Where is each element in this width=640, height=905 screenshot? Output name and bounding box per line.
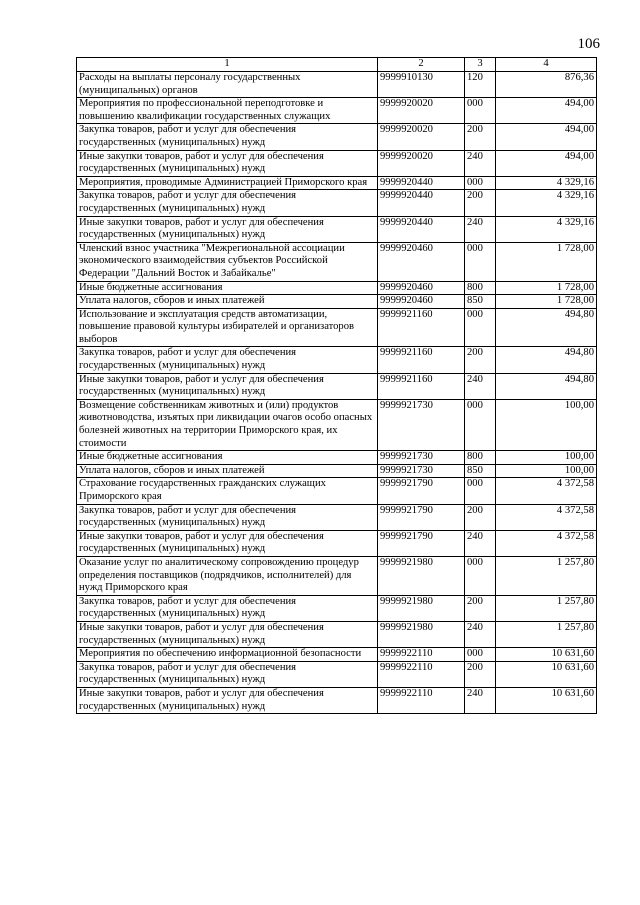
row-name-cell: Иные закупки товаров, работ и услуг для обеспечения государственных (муниципальных) нужд — [77, 621, 378, 647]
row-kind-cell: 200 — [465, 661, 496, 687]
row-amount-cell: 100,00 — [496, 399, 597, 450]
table-row — [77, 478, 597, 504]
row-code-cell: 9999920460 — [378, 281, 465, 295]
row-code-cell: 9999921790 — [378, 478, 465, 504]
row-name-cell: Оказание услуг по аналитическому сопровождению процедур определения поставщиков (подрядчиков, исполнителей) для нужд Приморского края — [77, 556, 378, 595]
row-code-cell: 9999921980 — [378, 621, 465, 647]
row-kind-cell: 240 — [465, 150, 496, 176]
row-name-cell: Страхование государственных гражданских служащих Приморского края — [77, 478, 378, 504]
row-name-cell: Мероприятия по обеспечению информационной безопасности — [77, 648, 378, 662]
table-row — [77, 648, 597, 662]
row-code-cell: 9999921980 — [378, 556, 465, 595]
table-row — [77, 373, 597, 399]
row-name-cell: Уплата налогов, сборов и иных платежей — [77, 295, 378, 309]
row-amount-cell: 494,80 — [496, 308, 597, 347]
row-amount-cell: 4 372,58 — [496, 478, 597, 504]
table-body — [77, 72, 597, 714]
row-kind-cell: 000 — [465, 98, 496, 124]
row-code-cell: 9999910130 — [378, 72, 465, 98]
row-kind-cell: 240 — [465, 530, 496, 556]
row-code-cell: 9999921730 — [378, 399, 465, 450]
row-kind-cell: 000 — [465, 308, 496, 347]
row-name-cell: Иные закупки товаров, работ и услуг для обеспечения государственных (муниципальных) нужд — [77, 150, 378, 176]
row-code-cell: 9999920020 — [378, 98, 465, 124]
column-header-amount: 4 — [496, 58, 597, 72]
table-row — [77, 464, 597, 478]
table-row — [77, 190, 597, 216]
row-name-cell: Членский взнос участника "Межрегиональной ассоциации экономического взаимодействия субъектов Российской Федерации "Дальний Восток и Забайкалье" — [77, 242, 378, 281]
row-name-cell: Иные бюджетные ассигнования — [77, 451, 378, 465]
row-code-cell: 9999922110 — [378, 648, 465, 662]
row-amount-cell: 4 329,16 — [496, 190, 597, 216]
table-row — [77, 295, 597, 309]
table-row — [77, 621, 597, 647]
row-code-cell: 9999921790 — [378, 530, 465, 556]
row-name-cell: Иные закупки товаров, работ и услуг для обеспечения государственных (муниципальных) нужд — [77, 687, 378, 713]
column-header-name: 1 — [77, 58, 378, 72]
row-kind-cell: 000 — [465, 478, 496, 504]
row-kind-cell: 800 — [465, 281, 496, 295]
row-code-cell: 9999922110 — [378, 661, 465, 687]
row-kind-cell: 240 — [465, 216, 496, 242]
table-row — [77, 556, 597, 595]
row-amount-cell: 494,00 — [496, 150, 597, 176]
row-name-cell: Уплата налогов, сборов и иных платежей — [77, 464, 378, 478]
row-amount-cell: 4 329,16 — [496, 176, 597, 190]
row-amount-cell: 494,00 — [496, 124, 597, 150]
row-kind-cell: 240 — [465, 373, 496, 399]
column-header-kind: 3 — [465, 58, 496, 72]
row-code-cell: 9999922110 — [378, 687, 465, 713]
row-amount-cell: 1 257,80 — [496, 595, 597, 621]
table-row — [77, 347, 597, 373]
table-row — [77, 595, 597, 621]
row-kind-cell: 240 — [465, 621, 496, 647]
row-name-cell: Закупка товаров, работ и услуг для обеспечения государственных (муниципальных) нужд — [77, 347, 378, 373]
row-code-cell: 9999921160 — [378, 308, 465, 347]
row-amount-cell: 10 631,60 — [496, 687, 597, 713]
row-code-cell: 9999920020 — [378, 150, 465, 176]
row-code-cell: 9999920440 — [378, 216, 465, 242]
table-row — [77, 504, 597, 530]
row-kind-cell: 200 — [465, 504, 496, 530]
row-code-cell: 9999921730 — [378, 464, 465, 478]
row-amount-cell: 1 728,00 — [496, 281, 597, 295]
row-amount-cell: 1 257,80 — [496, 556, 597, 595]
row-amount-cell: 10 631,60 — [496, 661, 597, 687]
row-name-cell: Расходы на выплаты персоналу государственных (муниципальных) органов — [77, 72, 378, 98]
row-name-cell: Закупка товаров, работ и услуг для обеспечения государственных (муниципальных) нужд — [77, 124, 378, 150]
row-amount-cell: 1 728,00 — [496, 295, 597, 309]
row-name-cell: Иные закупки товаров, работ и услуг для обеспечения государственных (муниципальных) нужд — [77, 530, 378, 556]
table-row — [77, 72, 597, 98]
row-code-cell: 9999921730 — [378, 451, 465, 465]
row-name-cell: Закупка товаров, работ и услуг для обеспечения государственных (муниципальных) нужд — [77, 190, 378, 216]
row-amount-cell: 494,80 — [496, 347, 597, 373]
row-code-cell: 9999920440 — [378, 176, 465, 190]
table-row — [77, 216, 597, 242]
table-row — [77, 98, 597, 124]
table-row — [77, 176, 597, 190]
row-name-cell: Закупка товаров, работ и услуг для обеспечения государственных (муниципальных) нужд — [77, 504, 378, 530]
row-code-cell: 9999921160 — [378, 347, 465, 373]
row-kind-cell: 120 — [465, 72, 496, 98]
row-kind-cell: 200 — [465, 595, 496, 621]
row-name-cell: Иные закупки товаров, работ и услуг для обеспечения государственных (муниципальных) нужд — [77, 216, 378, 242]
budget-table — [76, 57, 597, 714]
table-row — [77, 399, 597, 450]
row-amount-cell: 10 631,60 — [496, 648, 597, 662]
row-kind-cell: 000 — [465, 176, 496, 190]
row-code-cell: 9999921160 — [378, 373, 465, 399]
row-name-cell: Использование и эксплуатация средств автоматизации, повышение правовой культуры избирателей и организаторов выборов — [77, 308, 378, 347]
row-name-cell: Закупка товаров, работ и услуг для обеспечения государственных (муниципальных) нужд — [77, 661, 378, 687]
row-kind-cell: 850 — [465, 464, 496, 478]
table-row — [77, 661, 597, 687]
row-name-cell: Мероприятия по профессиональной переподготовке и повышению квалификации государственных служащих — [77, 98, 378, 124]
row-amount-cell: 100,00 — [496, 451, 597, 465]
row-code-cell: 9999921790 — [378, 504, 465, 530]
row-amount-cell: 1 728,00 — [496, 242, 597, 281]
row-amount-cell: 1 257,80 — [496, 621, 597, 647]
table-row — [77, 687, 597, 713]
table-row — [77, 530, 597, 556]
column-header-code: 2 — [378, 58, 465, 72]
row-code-cell: 9999920020 — [378, 124, 465, 150]
row-kind-cell: 200 — [465, 124, 496, 150]
row-code-cell: 9999920460 — [378, 295, 465, 309]
row-code-cell: 9999921980 — [378, 595, 465, 621]
row-amount-cell: 876,36 — [496, 72, 597, 98]
table-row — [77, 451, 597, 465]
row-amount-cell: 4 372,58 — [496, 530, 597, 556]
row-amount-cell: 4 372,58 — [496, 504, 597, 530]
row-code-cell: 9999920460 — [378, 242, 465, 281]
row-code-cell: 9999920440 — [378, 190, 465, 216]
row-name-cell: Возмещение собственникам животных и (или) продуктов животноводства, изъятых при ликвидации очагов особо опасных болезней животных на территории Приморского края, их стоимости — [77, 399, 378, 450]
row-kind-cell: 240 — [465, 687, 496, 713]
row-amount-cell: 4 329,16 — [496, 216, 597, 242]
row-amount-cell: 100,00 — [496, 464, 597, 478]
row-name-cell: Закупка товаров, работ и услуг для обеспечения государственных (муниципальных) нужд — [77, 595, 378, 621]
row-kind-cell: 000 — [465, 242, 496, 281]
row-kind-cell: 800 — [465, 451, 496, 465]
table-row — [77, 150, 597, 176]
table-header-row — [77, 58, 597, 72]
row-name-cell: Иные закупки товаров, работ и услуг для обеспечения государственных (муниципальных) нужд — [77, 373, 378, 399]
row-name-cell: Мероприятия, проводимые Администрацией Приморского края — [77, 176, 378, 190]
row-name-cell: Иные бюджетные ассигнования — [77, 281, 378, 295]
row-kind-cell: 200 — [465, 190, 496, 216]
row-amount-cell: 494,80 — [496, 373, 597, 399]
row-kind-cell: 200 — [465, 347, 496, 373]
row-kind-cell: 000 — [465, 399, 496, 450]
row-amount-cell: 494,00 — [496, 98, 597, 124]
table-row — [77, 308, 597, 347]
table-row — [77, 281, 597, 295]
row-kind-cell: 000 — [465, 648, 496, 662]
table-row — [77, 124, 597, 150]
table-row — [77, 242, 597, 281]
row-kind-cell: 850 — [465, 295, 496, 309]
row-kind-cell: 000 — [465, 556, 496, 595]
page-number: 106 — [577, 36, 600, 52]
